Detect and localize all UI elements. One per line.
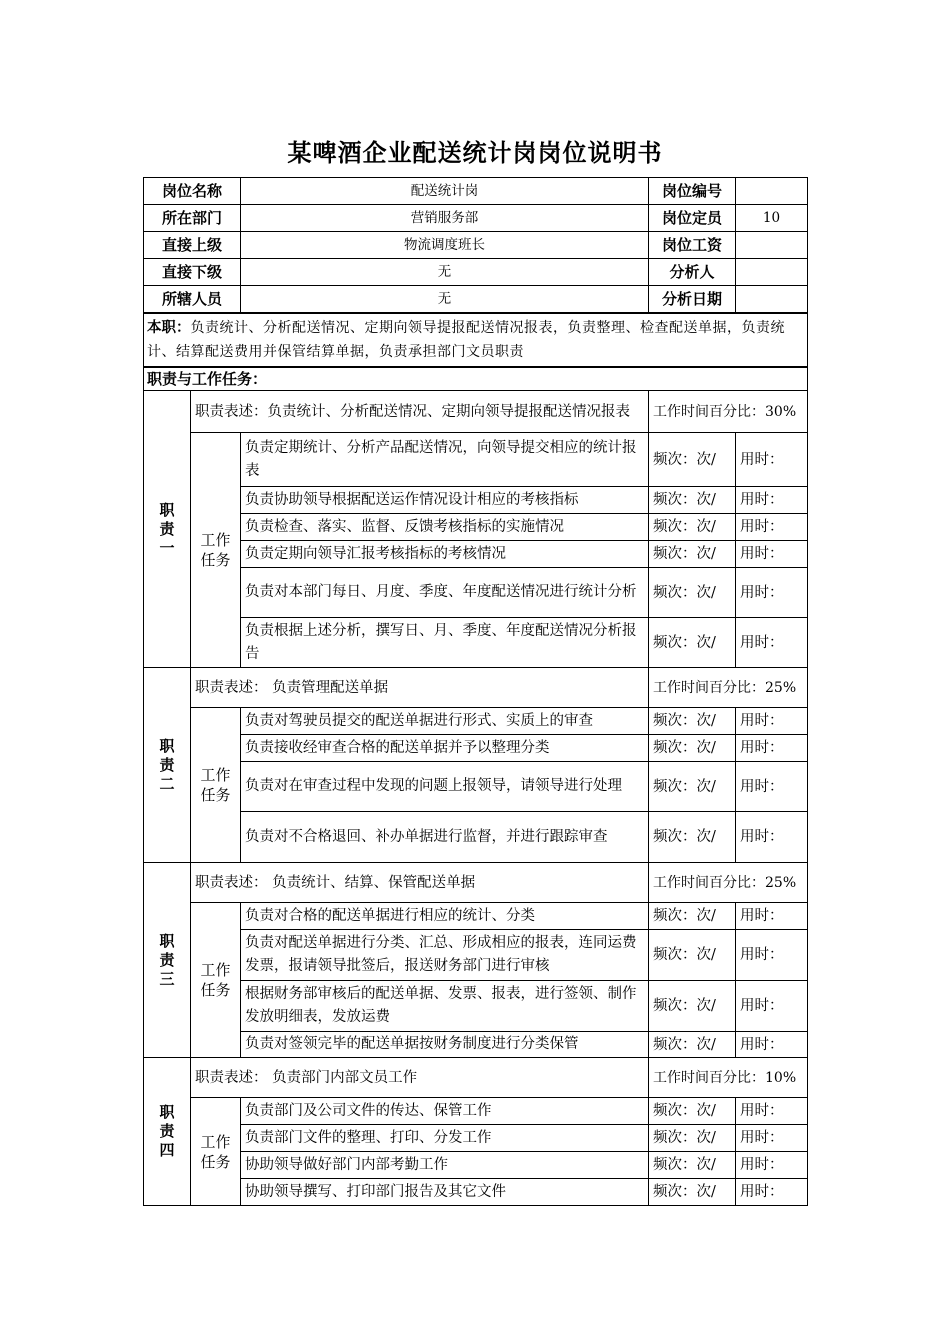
task-row — [144, 1125, 808, 1152]
task-time-used: 用时： — [736, 930, 808, 981]
task-label — [191, 708, 241, 863]
task-label-line: 工作 — [200, 531, 231, 549]
task-text: 负责对不合格退回、补办单据进行监督，并进行跟踪审查 — [241, 812, 649, 863]
duty-statement: 职责表述： 负责统计、结算、保管配送单据 — [191, 863, 649, 903]
task-frequency: 频次：次/ — [649, 618, 736, 668]
task-label — [191, 903, 241, 1058]
duty-label-char: 职 — [159, 931, 175, 950]
duty-label-char: 职 — [159, 1103, 175, 1121]
task-time-used: 用时： — [736, 1179, 808, 1206]
task-text: 负责对在审查过程中发现的问题上报领导，请领导进行处理 — [241, 762, 649, 812]
task-label-line: 工作 — [200, 961, 231, 979]
info-value: 物流调度班长 — [241, 232, 649, 259]
task-text: 负责部门文件的整理、打印、分发工作 — [241, 1125, 649, 1152]
info-label: 岗位名称 — [144, 178, 241, 205]
task-row — [144, 1032, 808, 1058]
task-frequency: 频次：次/ — [649, 487, 736, 514]
task-text: 负责对本部门每日、月度、季度、年度配送情况进行统计分析 — [241, 568, 649, 618]
task-row — [144, 433, 808, 487]
task-frequency: 频次：次/ — [649, 541, 736, 568]
task-text: 负责对配送单据进行分类、汇总、形成相应的报表，连同运费发票，报请领导批签后，报送财务部门进行审核 — [241, 930, 649, 981]
task-time-used: 用时： — [736, 514, 808, 541]
task-label-line: 任务 — [200, 981, 231, 999]
task-label-line: 任务 — [200, 1152, 231, 1171]
task-frequency: 频次：次/ — [649, 514, 736, 541]
duty-statement: 职责表述： 负责部门内部文员工作 — [191, 1058, 649, 1098]
task-time-used: 用时： — [736, 708, 808, 735]
task-label-line: 工作 — [200, 1132, 231, 1151]
info-row — [144, 232, 808, 259]
duty-label-char: 责 — [159, 519, 175, 538]
info-value: 10 — [736, 205, 808, 232]
duty-label-char: 职 — [159, 500, 175, 519]
info-row — [144, 205, 808, 232]
info-row — [144, 286, 808, 313]
task-frequency: 频次：次/ — [649, 1032, 736, 1058]
info-value: 营销服务部 — [241, 205, 649, 232]
info-value: 无 — [241, 259, 649, 286]
task-time-used: 用时： — [736, 1098, 808, 1125]
info-value — [736, 232, 808, 259]
document-title: 某啤酒企业配送统计岗岗位说明书 — [287, 139, 663, 167]
task-row — [144, 930, 808, 981]
summary-row — [144, 313, 808, 367]
info-label: 岗位编号 — [649, 178, 736, 205]
task-frequency: 频次：次/ — [649, 708, 736, 735]
task-row — [144, 762, 808, 812]
duty-label-char: 二 — [159, 774, 175, 793]
task-time-used: 用时： — [736, 541, 808, 568]
duties-header: 职责与工作任务： — [144, 367, 808, 391]
duty-percent: 工作时间百分比：25% — [649, 863, 808, 903]
task-text: 负责部门及公司文件的传达、保管工作 — [241, 1098, 649, 1125]
task-frequency: 频次：次/ — [649, 735, 736, 762]
task-row — [144, 981, 808, 1032]
task-time-used: 用时： — [736, 1032, 808, 1058]
task-time-used: 用时： — [736, 433, 808, 487]
duty-label-char: 责 — [159, 1122, 175, 1140]
task-time-used: 用时： — [736, 568, 808, 618]
duty-label-char: 一 — [159, 538, 175, 557]
duty-statement-row — [144, 863, 808, 903]
duty-statement: 职责表述： 负责管理配送单据 — [191, 668, 649, 708]
task-text: 负责定期统计、分析产品配送情况，向领导提交相应的统计报表 — [241, 433, 649, 487]
info-label: 分析人 — [649, 259, 736, 286]
info-value: 配送统计岗 — [241, 178, 649, 205]
task-frequency: 频次：次/ — [649, 568, 736, 618]
summary-label: 本职： — [147, 319, 191, 336]
duty-statement-row — [144, 668, 808, 708]
info-row — [144, 178, 808, 205]
task-text: 负责检查、落实、监督、反馈考核指标的实施情况 — [241, 514, 649, 541]
duty-label — [144, 668, 191, 863]
task-row — [144, 541, 808, 568]
task-text: 负责对签领完毕的配送单据按财务制度进行分类保管 — [241, 1032, 649, 1058]
task-time-used: 用时： — [736, 762, 808, 812]
task-label-line: 任务 — [200, 786, 231, 804]
task-time-used: 用时： — [736, 981, 808, 1032]
task-time-used: 用时： — [736, 1125, 808, 1152]
task-frequency: 频次：次/ — [649, 1152, 736, 1179]
info-label: 分析日期 — [649, 286, 736, 313]
duty-percent: 工作时间百分比：10% — [649, 1058, 808, 1098]
info-row — [144, 259, 808, 286]
duty-label-char: 职 — [159, 736, 175, 755]
task-label-line: 工作 — [200, 766, 231, 784]
task-time-used: 用时： — [736, 1152, 808, 1179]
task-row — [144, 618, 808, 668]
task-time-used: 用时： — [736, 903, 808, 930]
task-frequency: 频次：次/ — [649, 903, 736, 930]
duty-statement-row — [144, 391, 808, 433]
duty-label — [144, 391, 191, 668]
duty-label — [144, 863, 191, 1058]
task-text: 负责对合格的配送单据进行相应的统计、分类 — [241, 903, 649, 930]
task-text: 负责协助领导根据配送运作情况设计相应的考核指标 — [241, 487, 649, 514]
info-label: 岗位定员 — [649, 205, 736, 232]
info-value — [736, 178, 808, 205]
task-row — [144, 812, 808, 863]
task-label — [191, 1098, 241, 1206]
info-label: 岗位工资 — [649, 232, 736, 259]
info-label: 直接下级 — [144, 259, 241, 286]
task-text: 负责接收经审查合格的配送单据并予以整理分类 — [241, 735, 649, 762]
task-frequency: 频次：次/ — [649, 1098, 736, 1125]
task-time-used: 用时： — [736, 735, 808, 762]
task-row — [144, 735, 808, 762]
task-time-used: 用时： — [736, 618, 808, 668]
task-row — [144, 487, 808, 514]
task-frequency: 频次：次/ — [649, 930, 736, 981]
summary-text: 负责统计、分析配送情况、定期向领导提报配送情况报表，负责整理、检查配送单据，负责统计、结算配送费用并保管结算单据，负责承担部门文员职责 — [147, 319, 785, 360]
task-text: 根据财务部审核后的配送单据、发票、报表，进行签领、制作发放明细表，发放运费 — [241, 981, 649, 1032]
task-row — [144, 903, 808, 930]
task-frequency: 频次：次/ — [649, 1179, 736, 1206]
duty-label — [144, 1058, 191, 1206]
duty-statement: 职责表述：负责统计、分析配送情况、定期向领导提报配送情况报表 — [191, 391, 649, 433]
duties-header-row — [144, 367, 808, 391]
task-time-used: 用时： — [736, 812, 808, 863]
task-row — [144, 708, 808, 735]
task-frequency: 频次：次/ — [649, 981, 736, 1032]
duty-percent: 工作时间百分比：25% — [649, 668, 808, 708]
task-text: 负责定期向领导汇报考核指标的考核情况 — [241, 541, 649, 568]
duty-label-char: 三 — [159, 969, 175, 988]
task-text: 负责根据上述分析，撰写日、月、季度、年度配送情况分析报告 — [241, 618, 649, 668]
task-row — [144, 1152, 808, 1179]
task-row — [144, 514, 808, 541]
task-row — [144, 1098, 808, 1125]
task-text: 协助领导做好部门内部考勤工作 — [241, 1152, 649, 1179]
info-label: 所辖人员 — [144, 286, 241, 313]
task-frequency: 频次：次/ — [649, 1125, 736, 1152]
info-label: 所在部门 — [144, 205, 241, 232]
task-row — [144, 1179, 808, 1206]
duty-label-char: 四 — [159, 1141, 175, 1159]
duty-percent: 工作时间百分比：30% — [649, 391, 808, 433]
info-label: 直接上级 — [144, 232, 241, 259]
task-frequency: 频次：次/ — [649, 762, 736, 812]
info-value: 无 — [241, 286, 649, 313]
task-row — [144, 568, 808, 618]
task-frequency: 频次：次/ — [649, 812, 736, 863]
duty-statement-row — [144, 1058, 808, 1098]
task-text: 负责对驾驶员提交的配送单据进行形式、实质上的审查 — [241, 708, 649, 735]
summary-cell — [144, 313, 808, 367]
duty-label-char: 责 — [159, 950, 175, 969]
task-label — [191, 433, 241, 668]
job-description-table — [143, 177, 808, 1206]
task-frequency: 频次：次/ — [649, 433, 736, 487]
info-value — [736, 259, 808, 286]
duty-label-char: 责 — [159, 755, 175, 774]
task-text: 协助领导撰写、打印部门报告及其它文件 — [241, 1179, 649, 1206]
task-time-used: 用时： — [736, 487, 808, 514]
task-label-line: 任务 — [200, 551, 231, 569]
info-value — [736, 286, 808, 313]
